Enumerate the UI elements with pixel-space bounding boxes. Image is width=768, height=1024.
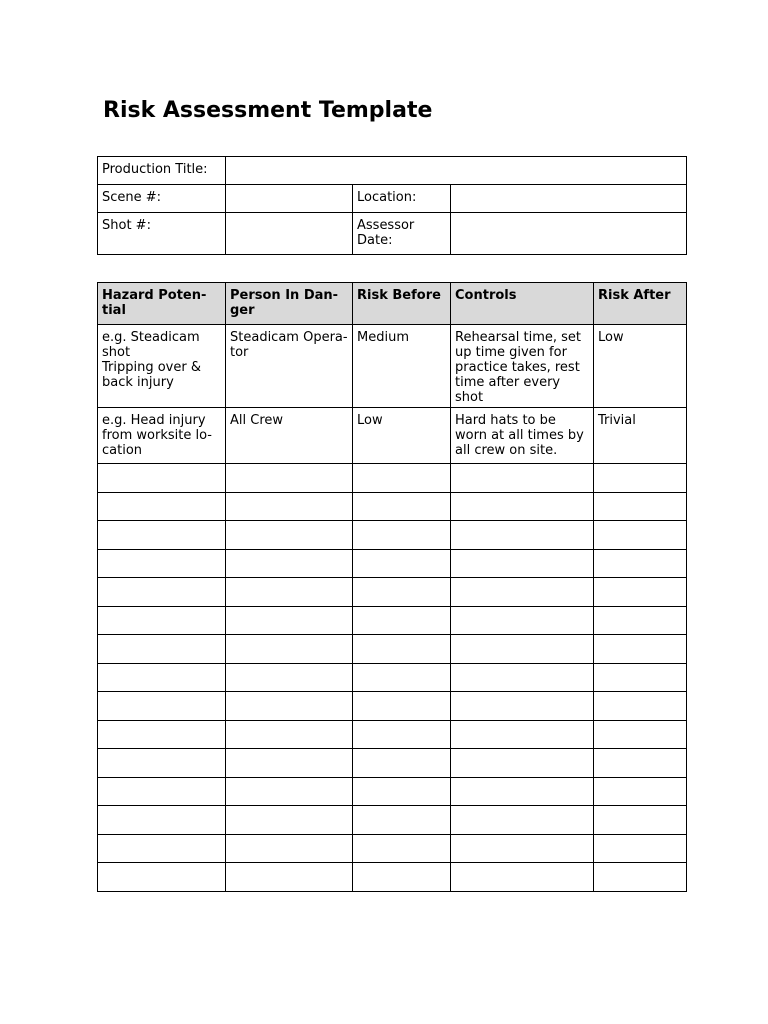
header-person-in-danger: Person In Dan-ger — [226, 283, 353, 325]
shot-label: Shot #: — [98, 213, 226, 255]
table-row — [98, 408, 687, 464]
risk-before-cell[interactable] — [353, 806, 451, 835]
controls-cell[interactable] — [451, 834, 594, 863]
risk-before-cell[interactable] — [353, 692, 451, 721]
date-label: Date: — [357, 233, 393, 248]
controls-cell[interactable] — [451, 578, 594, 607]
hazard-cell[interactable] — [98, 663, 226, 692]
person-cell[interactable]: Steadicam Opera-tor — [226, 325, 353, 408]
hazard-cell[interactable] — [98, 578, 226, 607]
hazard-cell[interactable] — [98, 464, 226, 493]
risk-before-cell[interactable]: Medium — [353, 325, 451, 408]
hazard-line: Tripping over & back injury — [102, 360, 201, 390]
assessor-label: Assessor — [357, 218, 415, 233]
empty-table-row — [98, 663, 687, 692]
person-cell[interactable] — [226, 464, 353, 493]
risk-before-cell[interactable] — [353, 578, 451, 607]
hazard-cell[interactable] — [98, 749, 226, 778]
risk-after-cell[interactable] — [594, 464, 687, 493]
controls-cell[interactable] — [451, 692, 594, 721]
risk-before-cell[interactable] — [353, 834, 451, 863]
person-cell[interactable] — [226, 635, 353, 664]
production-title-field[interactable] — [226, 157, 687, 185]
person-cell[interactable] — [226, 578, 353, 607]
hazard-cell[interactable] — [98, 325, 226, 408]
hazard-cell[interactable] — [98, 549, 226, 578]
risk-after-cell[interactable] — [594, 663, 687, 692]
hazard-cell[interactable] — [98, 408, 226, 464]
controls-cell[interactable] — [451, 464, 594, 493]
scene-field[interactable] — [226, 185, 353, 213]
person-cell[interactable] — [226, 521, 353, 550]
controls-cell[interactable] — [451, 492, 594, 521]
risk-after-cell[interactable] — [594, 720, 687, 749]
empty-table-row — [98, 806, 687, 835]
risk-assessment-table — [97, 282, 687, 892]
risk-before-cell[interactable] — [353, 777, 451, 806]
risk-after-cell[interactable] — [594, 749, 687, 778]
risk-after-cell[interactable]: Trivial — [594, 408, 687, 464]
controls-cell[interactable] — [451, 777, 594, 806]
assessor-date-label — [353, 213, 451, 255]
risk-before-cell[interactable]: Low — [353, 408, 451, 464]
empty-table-row — [98, 578, 687, 607]
controls-cell[interactable] — [451, 806, 594, 835]
risk-after-cell[interactable] — [594, 635, 687, 664]
risk-after-cell[interactable] — [594, 863, 687, 892]
empty-table-row — [98, 749, 687, 778]
empty-table-row — [98, 834, 687, 863]
empty-table-row — [98, 606, 687, 635]
controls-cell[interactable] — [451, 606, 594, 635]
empty-table-row — [98, 720, 687, 749]
empty-table-row — [98, 635, 687, 664]
shot-field[interactable] — [226, 213, 353, 255]
hazard-cell[interactable] — [98, 635, 226, 664]
risk-after-cell[interactable] — [594, 521, 687, 550]
risk-after-cell[interactable] — [594, 834, 687, 863]
risk-after-cell[interactable] — [594, 578, 687, 607]
person-cell[interactable] — [226, 777, 353, 806]
empty-table-row — [98, 777, 687, 806]
hazard-cell[interactable] — [98, 492, 226, 521]
hazard-cell[interactable] — [98, 692, 226, 721]
person-cell[interactable] — [226, 549, 353, 578]
assessor-date-field[interactable] — [451, 213, 687, 255]
table-header-row — [98, 283, 687, 325]
risk-before-cell[interactable] — [353, 863, 451, 892]
risk-after-cell[interactable] — [594, 777, 687, 806]
empty-table-row — [98, 492, 687, 521]
risk-before-cell[interactable] — [353, 521, 451, 550]
hazard-cell[interactable] — [98, 806, 226, 835]
person-cell[interactable] — [226, 834, 353, 863]
hazard-cell[interactable] — [98, 834, 226, 863]
hazard-line: e.g. Head injury from worksite lo-cation — [102, 413, 212, 458]
hazard-line: e.g. Steadicam shot — [102, 330, 200, 360]
hazard-cell[interactable] — [98, 777, 226, 806]
scene-label: Scene #: — [98, 185, 226, 213]
person-cell[interactable] — [226, 806, 353, 835]
risk-after-cell[interactable] — [594, 549, 687, 578]
person-cell[interactable] — [226, 492, 353, 521]
hazard-cell[interactable] — [98, 606, 226, 635]
location-field[interactable] — [451, 185, 687, 213]
page-title: Risk Assessment Template — [103, 98, 433, 123]
risk-after-cell[interactable] — [594, 692, 687, 721]
person-cell[interactable] — [226, 863, 353, 892]
risk-before-cell[interactable] — [353, 492, 451, 521]
controls-cell[interactable]: Hard hats to be worn at all times by all crew on site. — [451, 408, 594, 464]
person-cell[interactable] — [226, 692, 353, 721]
controls-cell[interactable]: Rehearsal time, set up time given for practice takes, rest time after every shot — [451, 325, 594, 408]
person-cell[interactable]: All Crew — [226, 408, 353, 464]
risk-before-cell[interactable] — [353, 464, 451, 493]
risk-after-cell[interactable] — [594, 806, 687, 835]
person-cell[interactable] — [226, 720, 353, 749]
controls-cell[interactable] — [451, 720, 594, 749]
risk-before-cell[interactable] — [353, 549, 451, 578]
production-title-label: Production Title: — [98, 157, 226, 185]
controls-cell[interactable] — [451, 749, 594, 778]
hazard-cell[interactable] — [98, 521, 226, 550]
table-row — [98, 325, 687, 408]
empty-table-row — [98, 549, 687, 578]
empty-table-row — [98, 863, 687, 892]
location-label: Location: — [353, 185, 451, 213]
header-hazard-potential: Hazard Poten-tial — [98, 283, 226, 325]
controls-cell[interactable] — [451, 863, 594, 892]
hazard-cell[interactable] — [98, 720, 226, 749]
controls-cell[interactable] — [451, 549, 594, 578]
risk-after-cell[interactable] — [594, 606, 687, 635]
controls-cell[interactable] — [451, 635, 594, 664]
risk-before-cell[interactable] — [353, 606, 451, 635]
controls-cell[interactable] — [451, 521, 594, 550]
controls-cell[interactable] — [451, 663, 594, 692]
empty-table-row — [98, 521, 687, 550]
risk-before-cell[interactable] — [353, 663, 451, 692]
risk-after-cell[interactable]: Low — [594, 325, 687, 408]
person-cell[interactable] — [226, 663, 353, 692]
header-risk-before: Risk Before — [353, 283, 451, 325]
header-risk-after: Risk After — [594, 283, 687, 325]
hazard-cell[interactable] — [98, 863, 226, 892]
empty-table-row — [98, 464, 687, 493]
header-controls: Controls — [451, 283, 594, 325]
person-cell[interactable] — [226, 606, 353, 635]
risk-before-cell[interactable] — [353, 749, 451, 778]
production-info-table — [97, 156, 687, 255]
risk-after-cell[interactable] — [594, 492, 687, 521]
risk-before-cell[interactable] — [353, 720, 451, 749]
person-cell[interactable] — [226, 749, 353, 778]
risk-before-cell[interactable] — [353, 635, 451, 664]
empty-table-row — [98, 692, 687, 721]
